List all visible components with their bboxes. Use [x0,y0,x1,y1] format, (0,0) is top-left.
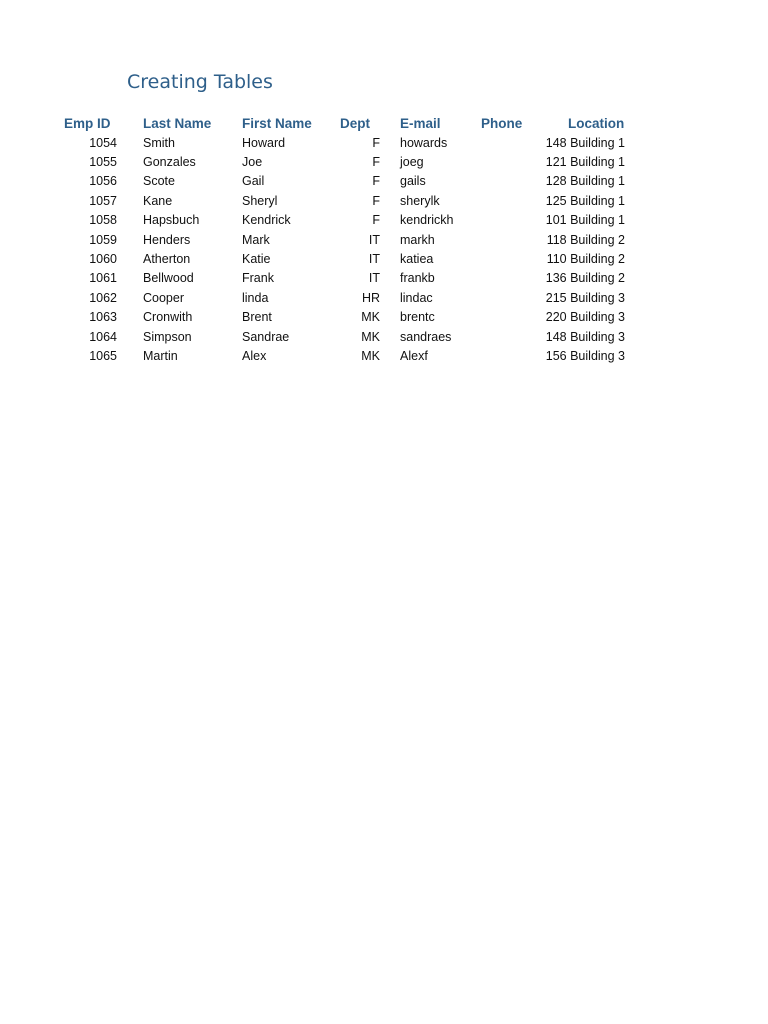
cell-location: 118 Building 2 [546,232,625,247]
cell-first-name: Katie [242,251,271,266]
cell-location: 128 Building 1 [545,174,625,189]
cell-email: joeg [400,154,424,169]
cell-first-name: Sheryl [242,193,278,208]
cell-emp-id: 1059 [89,232,117,247]
header-phone: Phone [481,116,523,131]
cell-last-name: Atherton [143,251,191,266]
cell-dept: MK [361,310,380,325]
cell-dept: F [372,213,380,228]
cell-dept: MK [361,329,380,344]
cell-location: 125 Building 1 [545,193,625,208]
cell-first-name: Alex [242,348,267,363]
cell-last-name: Martin [143,348,178,363]
cell-email: Alexf [400,348,428,363]
cell-emp-id: 1064 [89,329,117,344]
cell-email: markh [400,232,435,247]
cell-last-name: Bellwood [143,271,194,286]
cell-dept: F [372,174,380,189]
table-row [0,308,768,327]
table-row [0,347,768,366]
header-location: Location [568,116,625,131]
header-last-name: Last Name [143,116,212,131]
cell-location: 220 Building 3 [545,310,625,325]
cell-last-name: Henders [143,232,191,247]
cell-first-name: Gail [242,174,265,189]
cell-location: 136 Building 2 [545,271,625,286]
cell-first-name: linda [242,290,269,305]
header-dept: Dept [340,116,370,131]
cell-first-name: Mark [242,232,270,247]
cell-email: lindac [400,290,433,305]
table-row [0,231,768,250]
header-emp-id: Emp ID [64,116,111,131]
cell-dept: IT [368,232,380,247]
cell-first-name: Sandrae [242,329,290,344]
cell-first-name: Kendrick [242,213,291,228]
cell-dept: HR [361,290,380,305]
cell-emp-id: 1054 [89,135,117,150]
cell-location: 148 Building 3 [545,329,625,344]
cell-last-name: Cronwith [143,310,193,325]
table-row [0,250,768,269]
cell-email: katiea [400,251,434,266]
cell-last-name: Kane [143,193,173,208]
table-row [0,134,768,153]
page-title: Creating Tables [127,71,273,93]
cell-first-name: Brent [242,310,272,325]
cell-emp-id: 1065 [89,348,117,363]
cell-email: brentc [400,310,435,325]
cell-email: sandraes [400,329,452,344]
cell-first-name: Joe [242,154,263,169]
cell-email: kendrickh [400,213,454,228]
header-first-name: First Name [242,116,312,131]
cell-email: howards [400,135,448,150]
table-row [0,328,768,347]
table-row [0,172,768,191]
cell-dept: F [372,135,380,150]
cell-dept: IT [368,251,380,266]
cell-dept: F [372,193,380,208]
cell-location: 156 Building 3 [545,348,625,363]
cell-last-name: Gonzales [143,154,196,169]
cell-location: 110 Building 2 [546,251,625,266]
cell-emp-id: 1057 [89,193,117,208]
cell-emp-id: 1056 [89,174,117,189]
table-row [0,153,768,172]
cell-location: 101 Building 1 [545,213,625,228]
cell-emp-id: 1062 [89,290,117,305]
cell-emp-id: 1058 [89,213,117,228]
cell-emp-id: 1063 [89,310,117,325]
cell-emp-id: 1055 [89,154,117,169]
cell-last-name: Simpson [143,329,192,344]
table-row [0,289,768,308]
cell-last-name: Cooper [143,290,184,305]
cell-last-name: Smith [143,135,175,150]
cell-email: gails [400,174,426,189]
cell-email: frankb [400,271,435,286]
header-email: E-mail [400,116,441,131]
cell-dept: F [372,154,380,169]
cell-first-name: Howard [242,135,286,150]
table-row [0,211,768,230]
table-row [0,192,768,211]
cell-location: 215 Building 3 [545,290,625,305]
cell-dept: IT [368,271,380,286]
cell-last-name: Hapsbuch [143,213,200,228]
cell-location: 148 Building 1 [545,135,625,150]
cell-email: sherylk [400,193,440,208]
cell-emp-id: 1061 [89,271,117,286]
cell-location: 121 Building 1 [545,154,625,169]
cell-first-name: Frank [242,271,274,286]
cell-last-name: Scote [143,174,175,189]
table-row [0,269,768,288]
cell-emp-id: 1060 [89,251,117,266]
cell-dept: MK [361,348,380,363]
